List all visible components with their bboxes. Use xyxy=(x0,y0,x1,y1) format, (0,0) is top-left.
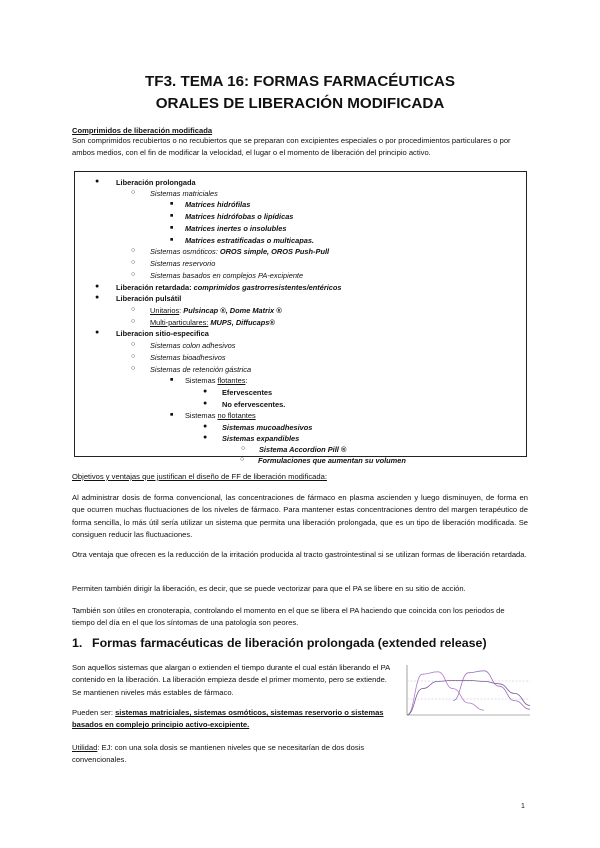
outline-item: Matrices inertes o insolubles xyxy=(185,224,287,233)
chart-series-line xyxy=(407,672,484,715)
section-heading-comprimidos: Comprimidos de liberación modificada xyxy=(72,126,213,135)
heading-1-title: Formas farmacéuticas de liberación prolongada (extended release) xyxy=(92,636,487,650)
bullet-dot-icon: ● xyxy=(95,283,100,290)
outline-item: Formulaciones que aumentan su volumen xyxy=(258,456,406,465)
bullet-circle-icon: ○ xyxy=(131,259,136,266)
page-number: 1 xyxy=(521,803,525,810)
outline-item: Sistemas basados en complejos PA-excipiente xyxy=(150,271,304,280)
outline-box xyxy=(74,171,527,457)
bullet-dot-icon: ● xyxy=(95,329,100,336)
release-profile-chart xyxy=(404,663,532,719)
bullet-square-icon: ■ xyxy=(170,412,174,418)
outline-item: Liberacion sitio-especifica xyxy=(116,329,209,338)
outline-item: Sistemas colon adhesivos xyxy=(150,341,236,350)
outline-item: Efervescentes xyxy=(222,388,273,397)
document-title-line-2: ORALES DE LIBERACIÓN MODIFICADA xyxy=(155,95,445,112)
outline-item: Sistemas osmóticos: OROS simple, OROS Push-Pull xyxy=(150,247,330,256)
outline-item: Sistemas no flotantes xyxy=(185,411,256,420)
bullet-square-icon: ■ xyxy=(170,201,174,207)
outline-item: Multi-particulares: MUPS, Diffucaps® xyxy=(150,318,275,327)
bullet-circle-icon: ○ xyxy=(131,318,136,325)
outline-item: Sistemas flotantes: xyxy=(185,376,248,385)
bullet-circle-icon: ○ xyxy=(131,353,136,360)
bullet-dot-icon: ● xyxy=(203,388,208,395)
outline-item: Matrices hidrófobas o lipídicas xyxy=(185,212,294,221)
intro-paragraph: Son comprimidos recubiertos o no recubiertos que se preparan con excipientes especiales o por procedimientos particulares o por ambos medios, con el fin de modificar la velocidad, el lugar o el momento de liberación del principio activo. xyxy=(72,136,511,158)
paragraph-targeting: Permiten también dirigir la liberación, es decir, que se puede vectorizar para que el PA se libere en su sitio de acción. xyxy=(72,584,466,593)
chart-series-group xyxy=(407,671,530,715)
outline-item: Sistemas expandibles xyxy=(222,434,300,443)
bullet-dot-icon: ● xyxy=(203,400,208,407)
bullet-square-icon: ■ xyxy=(170,237,174,243)
paragraph-conventional-dosing: Al administrar dosis de forma convencional, las concentraciones de fármaco en plasma ascienden y luego disminuyen, de forma en que ocurren muchas fluctuaciones de los niveles de fármaco. Para mantener estas concentraciones dentro del margen terapéutico de forma sencilla, lo más útil sería utilizar un sistema que permita una liberación prolongada, que es un tipo de liberación modificada. Se consiguen reducir las fluctuaciones. xyxy=(72,493,528,539)
chart-series-line xyxy=(453,671,530,709)
paragraph-chronotherapy: También son útiles en cronoterapia, controlando el momento en el que se libera el PA haciendo que coincida con los periodos de tiempo del día en el que los síntomas de una patología son peores. xyxy=(72,606,505,628)
outline-item: Matrices hidrófilas xyxy=(185,200,251,209)
paragraph-types: Pueden ser: sistemas matriciales, sistemas osmóticos, sistemas reservorio o sistemas basados en complejo principio activo-excipiente. xyxy=(72,708,384,730)
paragraph-extended-release: Son aquellos sistemas que alargan o extienden el tiempo durante el cual están liberando el PA contenido en la liberación. La liberación empieza desde el primer momento, pero se extiende. Se mantienen niveles más estables de fármaco. xyxy=(72,663,390,697)
outline-item: Matrices estratificadas o multicapas. xyxy=(185,236,314,245)
bullet-circle-icon: ○ xyxy=(131,306,136,313)
bullet-circle-icon: ○ xyxy=(240,456,245,463)
outline-item: Liberación pulsátil xyxy=(116,294,182,303)
bullet-dot-icon: ● xyxy=(203,423,208,430)
bullet-circle-icon: ○ xyxy=(131,271,136,278)
chart-series-line xyxy=(407,680,530,715)
bullet-square-icon: ■ xyxy=(170,377,174,383)
bullet-circle-icon: ○ xyxy=(131,341,136,348)
outline-item: Liberación retardada: comprimidos gastrorresistentes/entéricos xyxy=(116,283,342,292)
bullet-circle-icon: ○ xyxy=(131,247,136,254)
bullet-dot-icon: ● xyxy=(95,178,100,185)
bullet-dot-icon: ● xyxy=(203,434,208,441)
heading-1-number: 1. xyxy=(72,636,83,650)
outline-item: Liberación prolongada xyxy=(116,178,196,187)
section-heading-objetivos: Objetivos y ventajas que justifican el diseño de FF de liberación modificada: xyxy=(72,472,327,481)
paragraph-irritation: Otra ventaja que ofrecen es la reducción de la irritación producida al tracto gastrointestinal si se utilizan formas de liberación retardada. xyxy=(72,550,527,559)
bullet-circle-icon: ○ xyxy=(131,365,136,372)
outline-item: Sistemas de retención gástrica xyxy=(150,365,252,374)
bullet-square-icon: ■ xyxy=(170,213,174,219)
bullet-circle-icon: ○ xyxy=(131,189,136,196)
outline-item: Sistemas mucoadhesivos xyxy=(222,423,313,432)
outline-item: Sistemas matriciales xyxy=(150,189,218,198)
document-title-line-1: TF3. TEMA 16: FORMAS FARMACÉUTICAS xyxy=(145,73,455,90)
outline-item: Sistemas reservorio xyxy=(150,259,216,268)
bullet-square-icon: ■ xyxy=(170,225,174,231)
outline-item: No efervescentes. xyxy=(222,400,286,409)
outline-item: Unitarios: Pulsincap ®, Dome Matrix ® xyxy=(150,306,282,315)
outline-item: Sistemas bioadhesivos xyxy=(150,353,226,362)
bullet-circle-icon: ○ xyxy=(241,445,246,452)
outline-item: Sistema Accordion Pill ® xyxy=(259,445,347,454)
paragraph-utility: Utilidad: EJ: con una sola dosis se mantienen niveles que se necesitarían de dos dosis convencionales. xyxy=(72,743,365,765)
bullet-dot-icon: ● xyxy=(95,294,100,301)
